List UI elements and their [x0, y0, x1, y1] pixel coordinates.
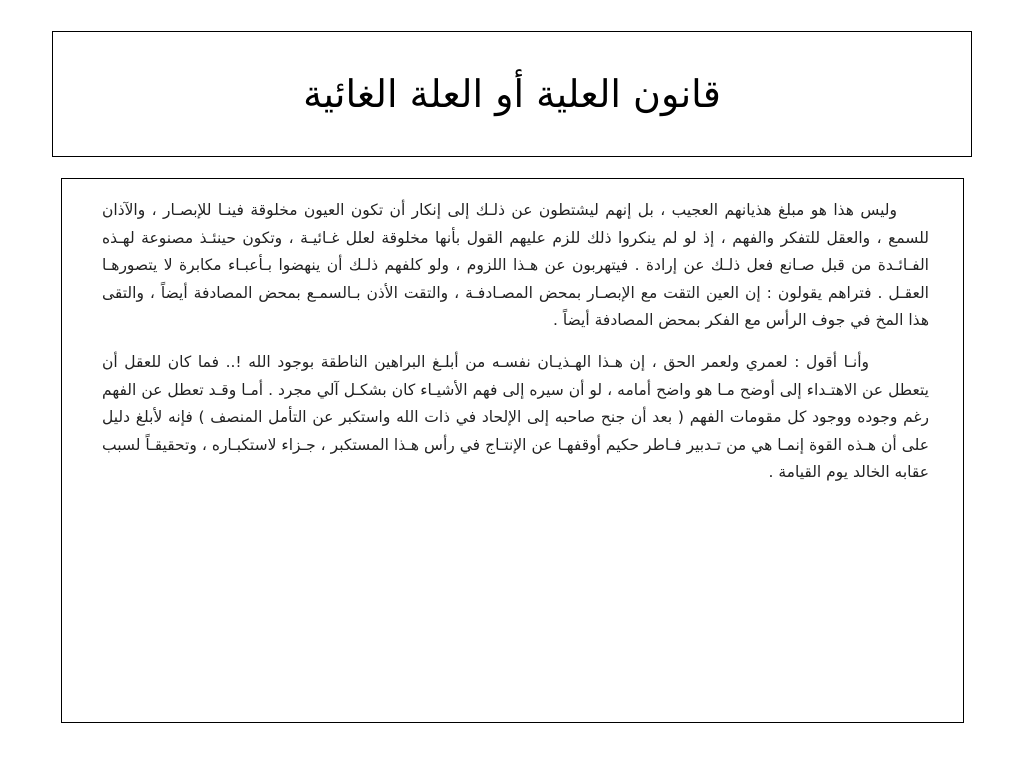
- scanned-text-box: [61, 178, 964, 723]
- title-box: [52, 31, 972, 157]
- slide-title: قانون العلية أو العلة الغائية: [303, 72, 721, 116]
- paragraph-1: وليس هذا هو مبلغ هذيانهم العجيب ، بل إنهم ليشتطون عن ذلـك إلى إنكار أن تكون العيون مخلوقة فينـا للإبصـار ، والآذان للسمع ، والعقل للتفكر والفهم ، إذ لو لم ينكروا ذلك للزم عليهم القول بأنها مخلوقة لعلل غـائيـة ، وتكون حينئـذ مصنوعة لهـذه الفـائـدة من قبل صـانع فعل ذلـك عن إرادة . فيتهربون عن هـذا اللزوم ، ولو كلفهم ذلـك أن ينهضوا بـأعبـاء مكابرة لا يتصورهـا العقـل . فتراهم يقولون : إن العين التقت مع الإبصـار بمحض المصـادفـة ، والتقت الأذن بـالسمـع بمحض المصادفة أيضاً ، والتقى هذا المخ في جوف الرأس مع الفكر بمحض المصادفة أيضاً .: [102, 201, 929, 330]
- paragraph-2: وأنـا أقول : لعمري ولعمر الحق ، إن هـذا الهـذيـان نفسـه من أبلـغ البراهين الناطقة بوجود الله !.. فما كان للعقل أن يتعطل عن الاهتـداء إلى أوضح مـا هو واضح أمامه ، لو أن سيره إلى فهم الأشيـاء كان بشكـل آلي مجرد . أمـا وقـد تعطل عن الفهم رغم وجوده ووجود كل مقومات الفهم ( بعد أن جنح صاحبه إلى الإلحاد في ذات الله واستكبر عن التأمل المنصف ) فإنه لأبلغ دليل على أن هـذه القوة إنمـا هي من تـدبير فـاطر حكيم أوقفهـا عن الإنتـاج في رأس هـذا المستكبر ، جـزاء لاستكبـاره ، وتحقيقـاً لسبب عقابه الخالد يوم القيامة .: [102, 352, 929, 482]
